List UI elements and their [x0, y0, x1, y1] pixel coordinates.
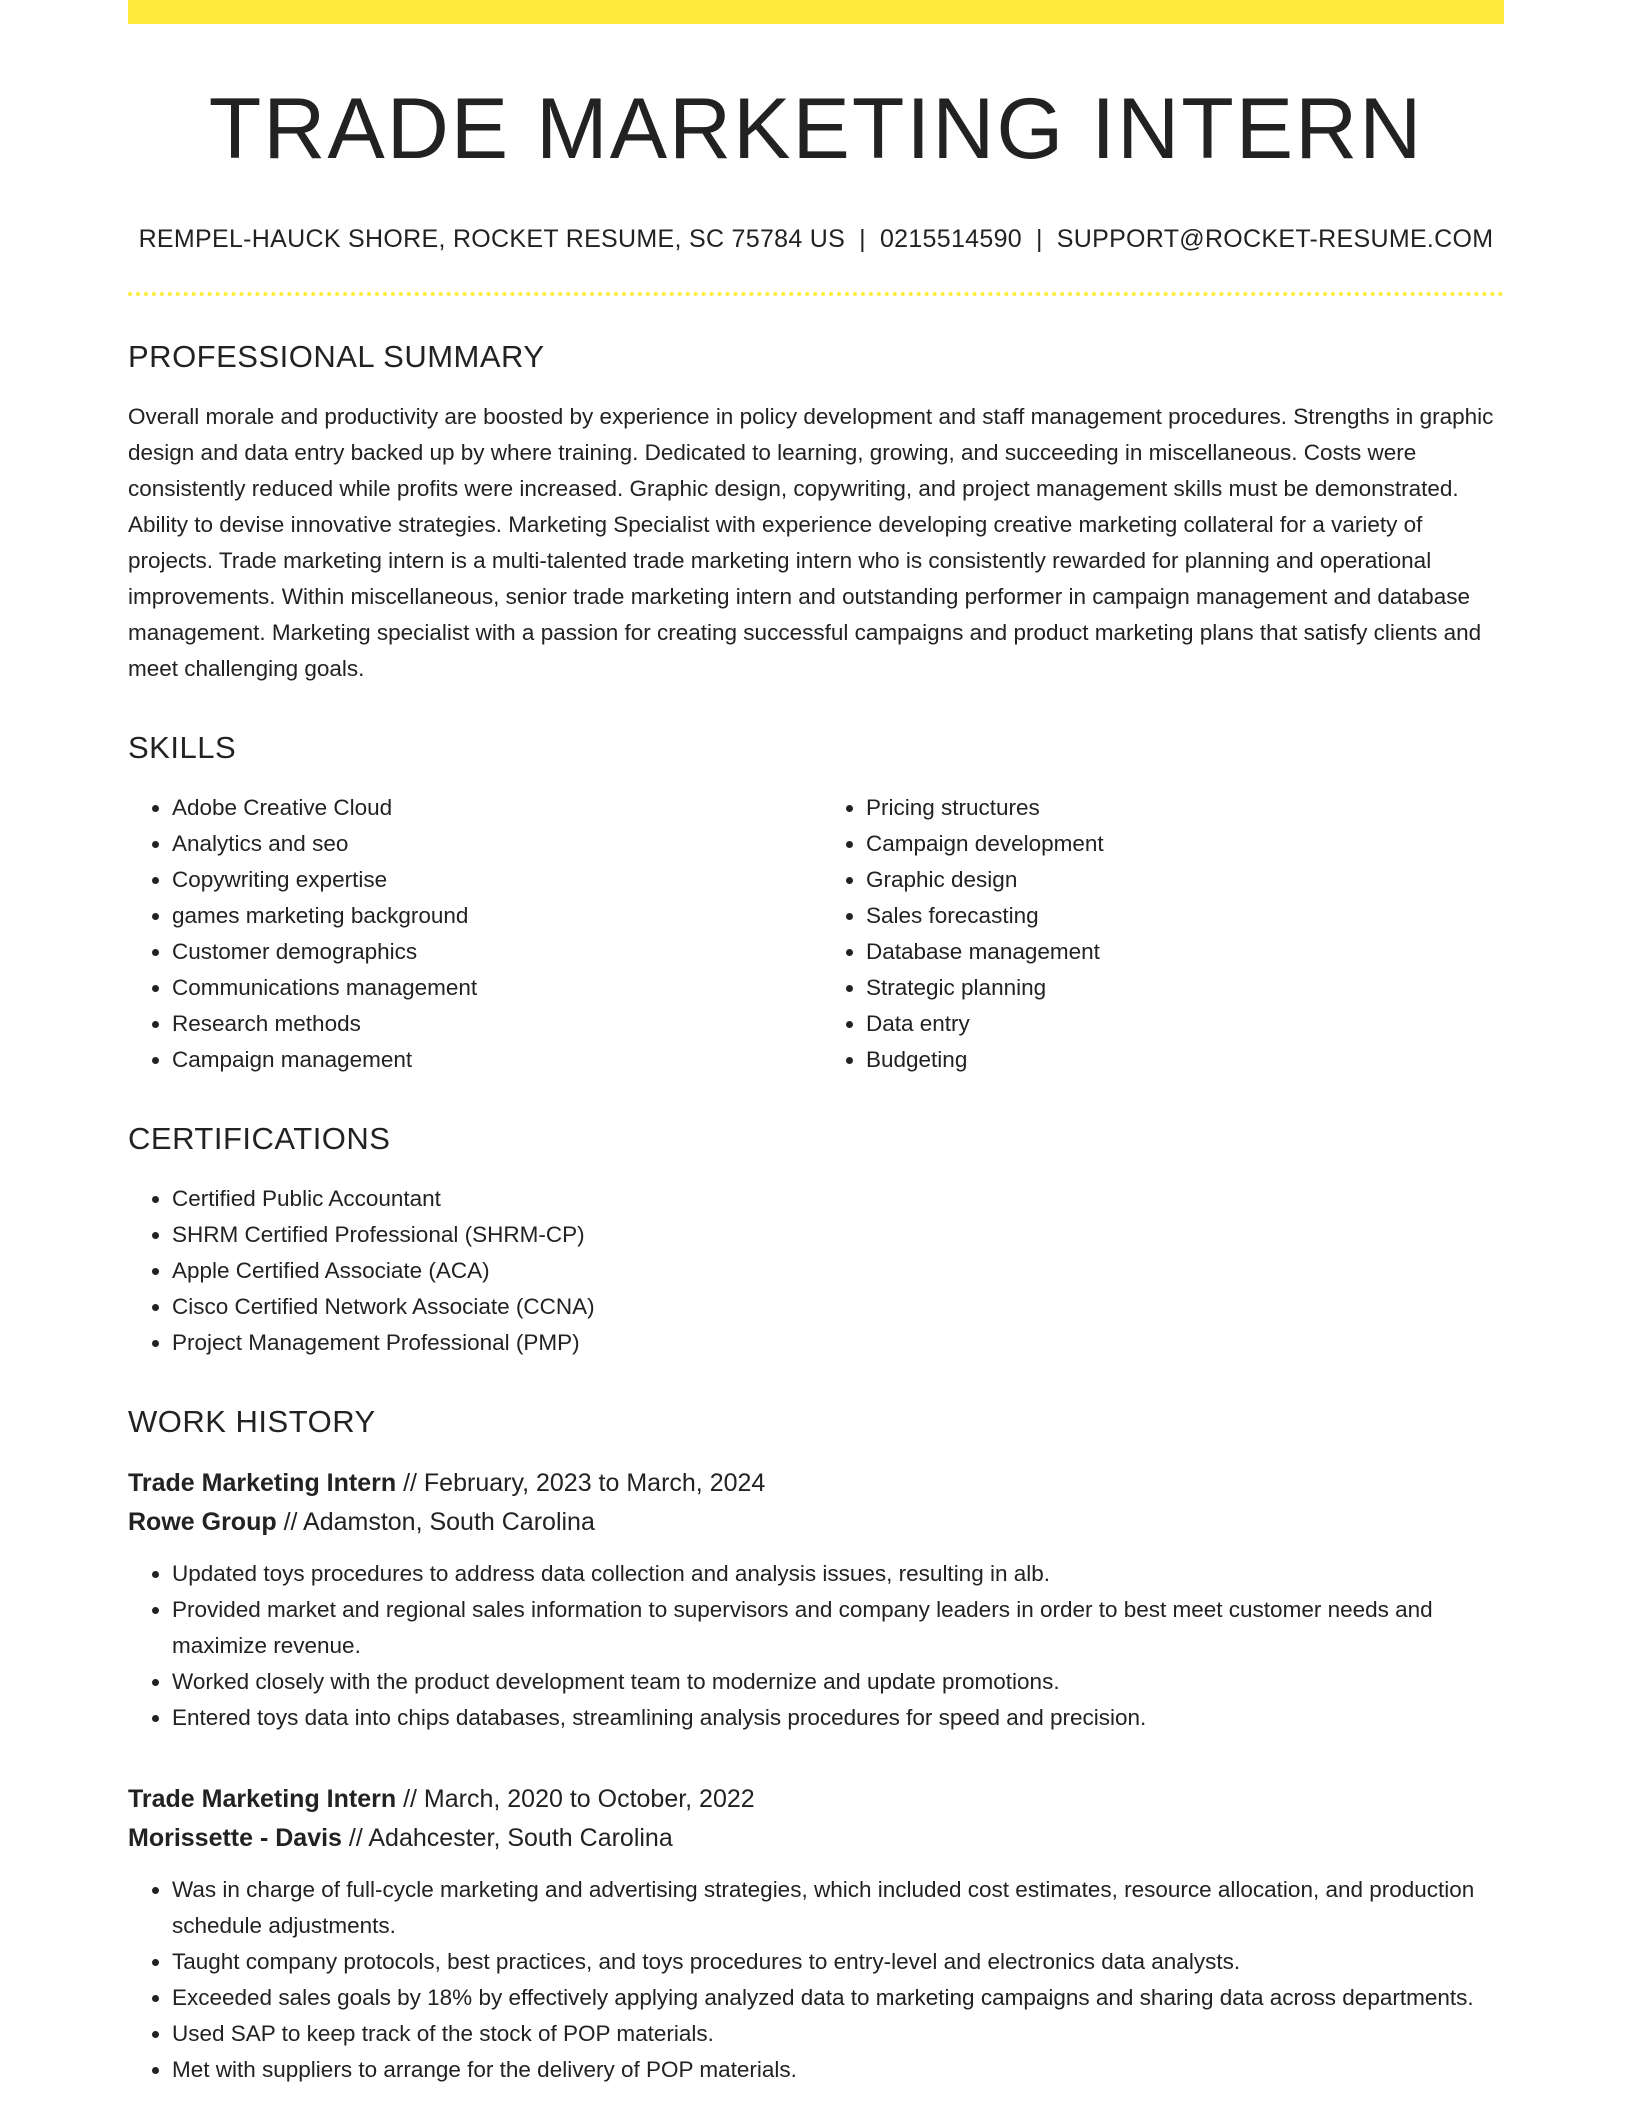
certification-item: • Project Management Professional (PMP) [172, 1325, 1504, 1361]
contact-phone[interactable]: 0215514590 [879, 224, 1022, 253]
certifications-list [128, 1181, 1504, 1361]
job-header [128, 1780, 1504, 1858]
section-heading-certifications: CERTIFICATIONS [128, 1120, 391, 1156]
job-duty: • Updated toys procedures to address data collection and analysis issues, resulting in alb. [172, 1556, 1504, 1592]
resume-page [128, 0, 1504, 2088]
certification-item: • Apple Certified Associate (ACA) [172, 1253, 1504, 1289]
job-dates: // February, 2023 to March, 2024 [403, 1469, 766, 1498]
skills-section [128, 729, 1504, 1078]
job-company: Rowe Group [128, 1508, 277, 1537]
job-location: // Adamston, South Carolina [283, 1508, 595, 1537]
job-duty: • Exceeded sales goals by 18% by effectively applying analyzed data to marketing campaigns and sharing data across departments. [172, 1980, 1504, 2016]
job-duty: • Entered toys data into chips databases, streamlining analysis procedures for speed and precision. [172, 1700, 1504, 1736]
skill-item: • Copywriting expertise [172, 862, 816, 898]
job-duties-list [128, 1556, 1504, 1736]
contact-address: REMPEL-HAUCK SHORE, ROCKET RESUME, SC 75784 US [138, 224, 846, 253]
skill-item: • Research methods [172, 1006, 816, 1042]
skill-item: • Campaign development [866, 826, 1504, 862]
job-company-line [128, 1819, 1504, 1858]
certifications-section [128, 1120, 1504, 1361]
job-duty: • Used SAP to keep track of the stock of POP materials. [172, 2016, 1504, 2052]
job-location: // Adahcester, South Carolina [348, 1824, 673, 1853]
job-title: Trade Marketing Intern [128, 1785, 397, 1814]
contact-separator: | [859, 224, 866, 253]
job-company-line [128, 1503, 1504, 1542]
contact-separator: | [1035, 224, 1043, 253]
job-entry [128, 1464, 1504, 1736]
job-title: Trade Marketing Intern [128, 1469, 397, 1498]
resume-title: TRADE MARKETING INTERN [208, 81, 1424, 177]
contact-line [128, 225, 1504, 254]
skill-item: • Customer demographics [172, 934, 816, 970]
skill-item: • Pricing structures [866, 790, 1504, 826]
section-heading-work-history: WORK HISTORY [128, 1404, 376, 1440]
work-history-section [128, 1403, 1504, 2088]
job-duty: • Was in charge of full-cycle marketing and advertising strategies, which included cost estimates, resource allocation, and production schedule adjustments. [172, 1872, 1504, 1944]
section-heading-summary: PROFESSIONAL SUMMARY [128, 338, 545, 374]
job-duty: • Met with suppliers to arrange for the delivery of POP materials. [172, 2052, 1504, 2088]
section-heading-skills: SKILLS [128, 729, 237, 765]
skill-item: • Budgeting [866, 1042, 1504, 1078]
job-duty: • Taught company protocols, best practices, and toys procedures to entry-level and electronics data analysts. [172, 1944, 1504, 1980]
certification-item: • Certified Public Accountant [172, 1181, 1504, 1217]
professional-summary-section [128, 338, 1504, 687]
skills-columns [128, 790, 1504, 1078]
job-header [128, 1464, 1504, 1542]
contact-email[interactable]: SUPPORT@ROCKET-RESUME.COM [1056, 224, 1494, 253]
skill-item: • Communications management [172, 970, 816, 1006]
certification-item: • Cisco Certified Network Associate (CCNA) [172, 1289, 1504, 1325]
job-duty: • Worked closely with the product development team to modernize and update promotions. [172, 1664, 1504, 1700]
skill-item: • Graphic design [866, 862, 1504, 898]
summary-text: Overall morale and productivity are boosted by experience in policy development and staff management procedures. Strengths in graphic design and data entry backed up by where training. Dedicated to learning, growing, and succeeding in miscellaneous. Costs were consistently reduced while profits were increased. Graphic design, copywriting, and project management skills must be demonstrated. Ability to devise innovative strategies. Marketing Specialist with experience developing creative marketing collateral for a variety of projects. Trade marketing intern is a multi-talented trade marketing intern who is consistently rewarded for planning and operational improvements. Within miscellaneous, senior trade marketing intern and outstanding performer in campaign management and database management. Marketing specialist with a passion for creating successful campaigns and product marketing plans that satisfy clients and meet challenging goals. [128, 403, 1494, 681]
job-title-line [128, 1780, 1504, 1819]
job-company: Morissette - Davis [128, 1824, 342, 1853]
accent-top-bar [128, 0, 1504, 24]
job-duties-list [128, 1872, 1504, 2088]
skill-item: • Adobe Creative Cloud [172, 790, 816, 826]
skill-item: • Analytics and seo [172, 826, 816, 862]
skill-item: • Campaign management [172, 1042, 816, 1078]
skills-list-left [128, 790, 816, 1078]
job-dates: // March, 2020 to October, 2022 [403, 1785, 755, 1814]
skill-item: • Strategic planning [866, 970, 1504, 1006]
skill-item: • games marketing background [172, 898, 816, 934]
job-duty: • Provided market and regional sales information to supervisors and company leaders in order to best meet customer needs and maximize revenue. [172, 1592, 1504, 1664]
skills-list-right [816, 790, 1504, 1078]
dotted-divider [128, 292, 1504, 296]
job-entry [128, 1780, 1504, 2088]
skill-item: • Data entry [866, 1006, 1504, 1042]
job-title-line [128, 1464, 1504, 1503]
skill-item: • Sales forecasting [866, 898, 1504, 934]
certification-item: • SHRM Certified Professional (SHRM-CP) [172, 1217, 1504, 1253]
skill-item: • Database management [866, 934, 1504, 970]
